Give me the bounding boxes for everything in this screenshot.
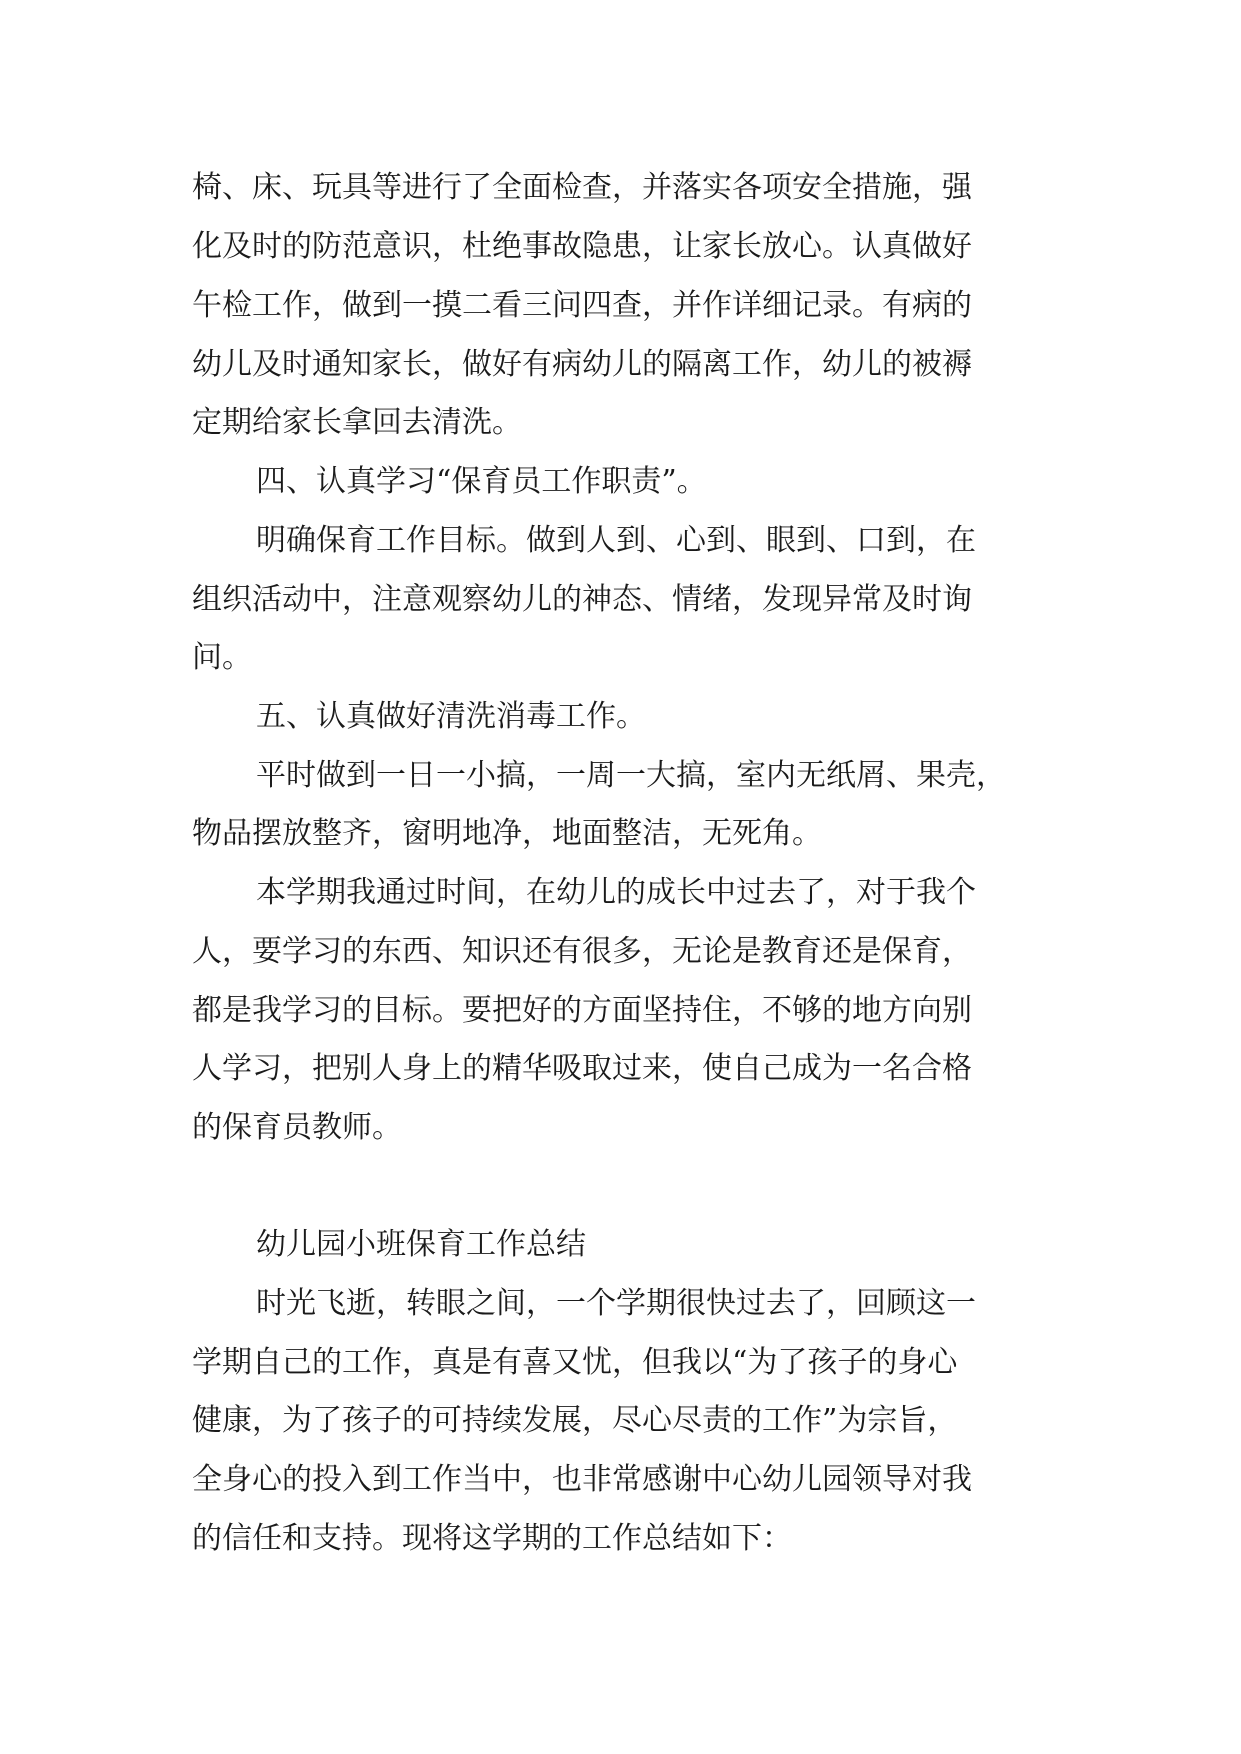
paragraph-line: 定期给家长拿回去清洗。 [192, 405, 522, 440]
paragraph-line: 平时做到一日一小搞，一周一大搞，室内无纸屑、果壳， [256, 758, 1006, 793]
paragraph-line: 都是我学习的目标。要把好的方面坚持住，不够的地方向别 [192, 993, 972, 1028]
paragraph-line: 午检工作，做到一摸二看三问四查，并作详细记录。有病的 [192, 288, 972, 323]
paragraph-line: 的信任和支持。现将这学期的工作总结如下： [192, 1521, 792, 1556]
paragraph-line: 时光飞逝，转眼之间，一个学期很快过去了，回顾这一 [256, 1286, 976, 1321]
paragraph-line: 本学期我通过时间，在幼儿的成长中过去了，对于我个 [256, 875, 976, 910]
paragraph-line: 问。 [192, 640, 252, 675]
paragraph-line: 学期自己的工作，真是有喜又忧，但我以“为了孩子的身心 [192, 1345, 958, 1380]
paragraph-line: 的保育员教师。 [192, 1110, 402, 1145]
paragraph-line: 组织活动中，注意观察幼儿的神态、情绪，发现异常及时询 [192, 582, 972, 617]
paragraph-line: 明确保育工作目标。做到人到、心到、眼到、口到，在 [256, 523, 976, 558]
paragraph-line: 人学习，把别人身上的精华吸取过来，使自己成为一名合格 [192, 1051, 972, 1086]
paragraph-line: 全身心的投入到工作当中，也非常感谢中心幼儿园领导对我 [192, 1462, 972, 1497]
document-title: 幼儿园小班保育工作总结 [256, 1227, 586, 1262]
paragraph-line: 幼儿及时通知家长，做好有病幼儿的隔离工作，幼儿的被褥 [192, 347, 972, 382]
paragraph-line: 健康，为了孩子的可持续发展，尽心尽责的工作”为宗旨， [192, 1403, 958, 1438]
section-heading: 四、认真学习“保育员工作职责”。 [256, 464, 707, 499]
paragraph-line: 人，要学习的东西、知识还有很多，无论是教育还是保育， [192, 934, 972, 969]
paragraph-line: 化及时的防范意识，杜绝事故隐患，让家长放心。认真做好 [192, 229, 972, 264]
paragraph-line: 椅、床、玩具等进行了全面检查，并落实各项安全措施，强 [192, 170, 972, 205]
section-heading: 五、认真做好清洗消毒工作。 [256, 699, 646, 734]
paragraph-line: 物品摆放整齐，窗明地净，地面整洁，无死角。 [192, 816, 822, 851]
